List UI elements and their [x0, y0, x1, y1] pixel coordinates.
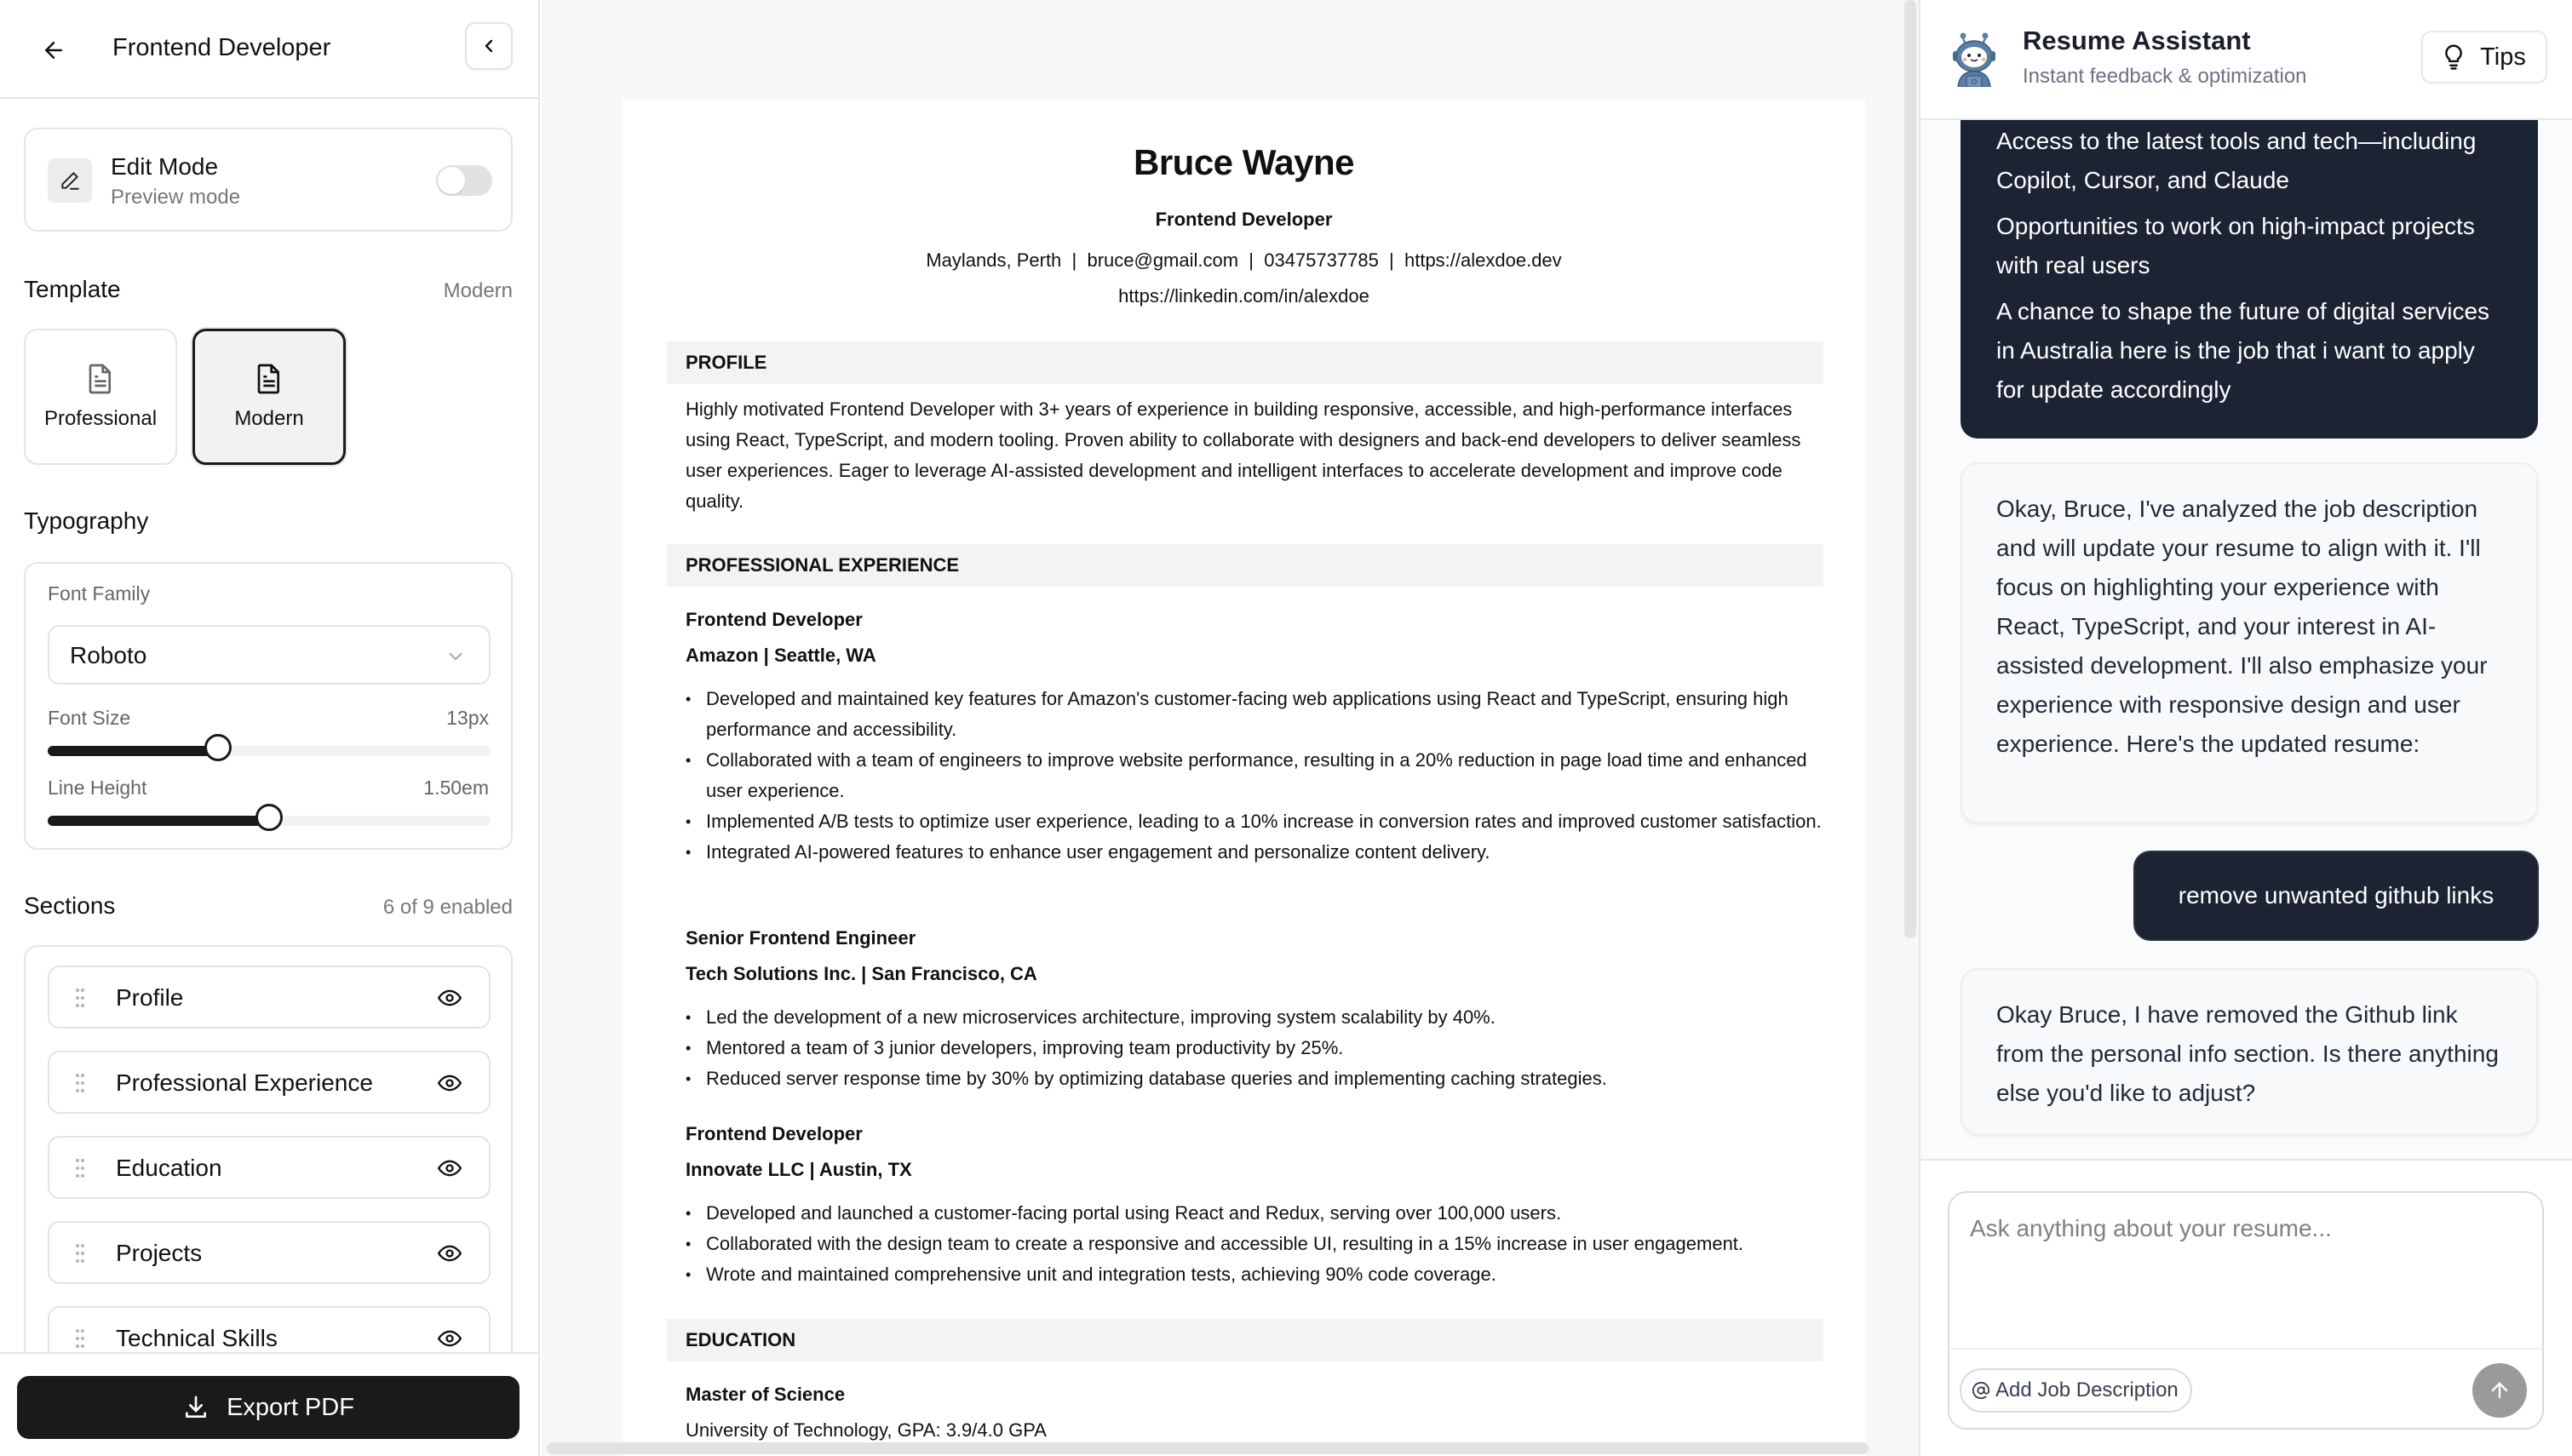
font-family-select[interactable]	[48, 625, 491, 685]
line-height-slider[interactable]	[48, 816, 491, 826]
sidebar-footer	[0, 1352, 538, 1456]
add-job-description-button[interactable]	[1960, 1368, 2192, 1413]
job-bullet: • Reduced server response time by 30% by optimizing database queries and implementing caching strategies.	[686, 1063, 1827, 1094]
font-size-value: 13px	[446, 707, 489, 729]
section-name: Projects	[116, 1240, 203, 1266]
user-message	[1961, 112, 2538, 439]
section-item-profile[interactable]	[48, 966, 491, 1029]
message-paragraph: A chance to shape the future of digital services in Australia here is the job that i want to apply for update accordingly	[1996, 298, 2490, 403]
job-company: Tech Solutions Inc. | San Francisco, CA	[686, 963, 1037, 984]
resume-profile-text: Highly motivated Frontend Developer with 3+ years of experience in building responsive, accessible, and high-performance interfaces using React, TypeScript, and modern tooling. Proven ability to collaborate with designers and back-end developers to deliver seamless user experiences. Eager to leverage AI-assisted development and intelligent interfaces to accelerate development and improve code quality.	[686, 398, 1801, 512]
composer-area	[1920, 1159, 2572, 1456]
job-bullet: • Wrote and maintained comprehensive unit and integration tests, achieving 90% code coverage.	[686, 1259, 1844, 1290]
section-name: Education	[116, 1155, 222, 1181]
template-option-professional[interactable]	[24, 329, 177, 465]
slider-fill	[48, 816, 271, 826]
composer-divider	[1949, 1348, 2542, 1350]
tips-button[interactable]	[2421, 31, 2547, 83]
chat-input[interactable]	[1970, 1215, 2523, 1343]
export-pdf-button[interactable]	[17, 1376, 520, 1439]
sections-list	[24, 945, 513, 1388]
job-bullet: • Collaborated with a team of engineers to improve website performance, resulting in a 20% reduction in page load time and enhanced user experience.	[686, 745, 1827, 806]
tips-label: Tips	[2480, 43, 2526, 71]
section-heading-text: EDUCATION	[686, 1329, 796, 1350]
job-bullet: • Integrated AI-powered features to enhance user engagement and personalize content delivery.	[686, 837, 1827, 868]
resume-section-heading-profile	[667, 341, 1823, 384]
template-option-modern[interactable]	[192, 329, 346, 465]
typography-heading: Typography	[24, 507, 149, 534]
resume-name: Bruce Wayne	[1133, 142, 1355, 182]
resume-preview-area	[542, 0, 1919, 1456]
at-sign-icon	[1972, 1381, 1990, 1400]
job-bullet: • Led the development of a new microservices architecture, improving system scalability by 40%.	[686, 1002, 1827, 1033]
template-selected-value: Modern	[443, 279, 513, 302]
eye-icon[interactable]	[436, 1241, 463, 1265]
drag-handle-icon[interactable]	[75, 1243, 85, 1264]
eye-icon[interactable]	[436, 1327, 463, 1350]
message-paragraph: Access to the latest tools and tech—including Copilot, Cursor, and Claude	[1996, 128, 2477, 193]
robot-avatar-icon	[1946, 31, 2002, 87]
chevron-left-icon	[479, 36, 499, 56]
section-item-projects[interactable]	[48, 1221, 491, 1284]
download-icon	[182, 1394, 210, 1421]
resume-linkedin: https://linkedin.com/in/alexdoe	[1118, 285, 1369, 307]
job-bullets	[686, 684, 1827, 868]
section-name: Profile	[116, 984, 184, 1011]
arrow-up-icon	[2488, 1379, 2512, 1402]
edit-mode-subtitle: Preview mode	[111, 186, 241, 209]
resume-section-heading-education	[667, 1319, 1823, 1361]
assistant-message	[1961, 968, 2538, 1135]
section-heading-text: PROFESSIONAL EXPERIENCE	[686, 554, 960, 576]
chevron-down-icon	[445, 645, 467, 668]
message-text: remove unwanted github links	[2178, 882, 2494, 909]
collapse-sidebar-button[interactable]	[465, 22, 513, 70]
sections-heading: Sections	[24, 892, 116, 919]
drag-handle-icon[interactable]	[75, 1158, 85, 1178]
chat-composer	[1948, 1191, 2544, 1430]
settings-sidebar	[0, 0, 540, 1456]
job-bullet: • Mentored a team of 3 junior developers, improving team productivity by 25%.	[686, 1033, 1827, 1063]
eye-icon[interactable]	[436, 986, 463, 1010]
font-family-value: Roboto	[70, 642, 147, 668]
job-company: Amazon | Seattle, WA	[686, 645, 876, 666]
section-name: Professional Experience	[116, 1069, 373, 1096]
eye-icon[interactable]	[436, 1156, 463, 1180]
arrow-left-icon	[41, 37, 66, 63]
font-family-label: Font Family	[48, 582, 151, 605]
section-name: Technical Skills	[116, 1325, 278, 1351]
horizontal-scrollbar[interactable]	[547, 1442, 1869, 1454]
pencil-icon	[59, 169, 81, 192]
section-heading-text: PROFILE	[686, 352, 767, 373]
typography-card	[24, 562, 513, 850]
font-size-slider[interactable]	[48, 746, 491, 756]
template-name: Modern	[234, 407, 304, 430]
section-item-professional-experience[interactable]	[48, 1051, 491, 1114]
drag-handle-icon[interactable]	[75, 1073, 85, 1093]
sections-count: 6 of 9 enabled	[382, 896, 513, 919]
add-job-description-label: Add Job Description	[1995, 1379, 2179, 1402]
eye-icon[interactable]	[436, 1071, 463, 1095]
message-paragraph: Opportunities to work on high-impact projects with real users	[1996, 213, 2475, 278]
resume-page	[623, 100, 1865, 1456]
line-height-value: 1.50em	[423, 777, 489, 799]
job-bullet: • Developed and maintained key features for Amazon's customer-facing web applications using React and TypeScript, ensuring high performance and accessibility.	[686, 684, 1827, 745]
slider-fill	[48, 746, 218, 756]
lightbulb-icon	[2443, 43, 2465, 71]
job-company: Innovate LLC | Austin, TX	[686, 1159, 912, 1180]
job-bullets	[686, 1198, 1844, 1290]
back-button[interactable]	[34, 31, 73, 70]
resume-section-heading-experience	[667, 544, 1823, 587]
document-icon	[255, 363, 283, 395]
assistant-subtitle: Instant feedback & optimization	[2023, 65, 2307, 88]
slider-thumb[interactable]	[204, 734, 232, 761]
message-text: Okay, Bruce, I've analyzed the job description and will update your resume to align with it. I'll focus on highlighting your experience with React, TypeScript, and your interest in AI-assisted development. I'll also emphasize your experience with responsive design and user experience. Here's the updated resume:	[1996, 496, 2488, 757]
resume-title: Frontend Developer	[112, 34, 331, 61]
vertical-scrollbar[interactable]	[1904, 0, 1916, 938]
line-height-label: Line Height	[48, 777, 147, 799]
edit-icon-box	[48, 158, 92, 203]
edit-mode-toggle[interactable]	[436, 165, 492, 196]
message-text: Okay Bruce, I have removed the Github link from the personal info section. Is there anything else you'd like to adjust?	[1996, 1001, 2499, 1106]
job-bullet: • Implemented A/B tests to optimize user experience, leading to a 10% increase in conversion rates and improved customer satisfaction.	[686, 806, 1827, 837]
job-title: Senior Frontend Engineer	[686, 927, 916, 949]
toggle-knob	[438, 167, 465, 194]
job-bullets	[686, 1002, 1827, 1094]
education-school: University of Technology, GPA: 3.9/4.0 GPA	[686, 1419, 1047, 1441]
assistant-panel	[1919, 0, 2572, 1456]
template-name: Professional	[43, 407, 158, 430]
sidebar-header	[0, 0, 538, 99]
font-size-label: Font Size	[48, 707, 131, 729]
edit-mode-card	[24, 128, 513, 232]
job-bullet: • Collaborated with the design team to create a responsive and accessible UI, resulting in a 15% increase in user engagement.	[686, 1229, 1844, 1259]
chat-messages[interactable]	[1920, 120, 2572, 1159]
education-degree: Master of Science	[686, 1384, 846, 1405]
assistant-header	[1920, 0, 2572, 120]
job-bullet: • Developed and launched a customer-facing portal using React and Redux, serving over 100,000 users.	[686, 1198, 1844, 1229]
assistant-message	[1961, 462, 2538, 823]
document-icon	[87, 363, 114, 395]
resume-role: Frontend Developer	[1155, 209, 1333, 230]
edit-mode-title: Edit Mode	[111, 153, 219, 180]
resume-contact-line: Maylands, Perth | bruce@gmail.com | 03475737785 | https://alexdoe.dev	[926, 249, 1562, 271]
export-pdf-label: Export PDF	[227, 1393, 354, 1421]
assistant-title: Resume Assistant	[2023, 26, 2251, 55]
template-heading: Template	[24, 276, 121, 302]
drag-handle-icon[interactable]	[75, 1328, 85, 1349]
slider-thumb[interactable]	[255, 804, 283, 831]
drag-handle-icon[interactable]	[75, 988, 85, 1008]
send-button[interactable]	[2472, 1363, 2527, 1418]
job-title: Frontend Developer	[686, 1123, 863, 1144]
section-item-education[interactable]	[48, 1136, 491, 1199]
user-message	[2133, 851, 2539, 941]
job-title: Frontend Developer	[686, 609, 863, 630]
